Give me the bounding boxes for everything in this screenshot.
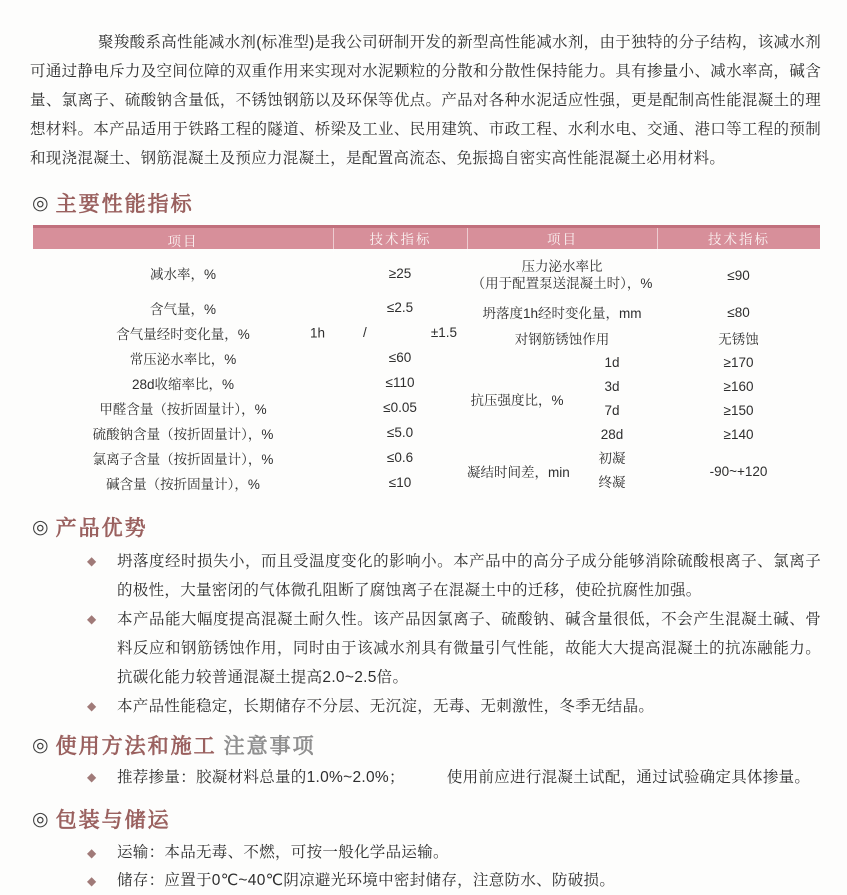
row-value: 无锈蚀 <box>718 332 759 347</box>
table-right-half <box>467 251 820 495</box>
row-label: 氯离子含量（按折固量计），% <box>92 451 274 467</box>
dosage-text: 推荐掺量：胶凝材料总量的1.0%~2.0%； <box>117 769 405 786</box>
section-title: 主要性能指标 <box>55 193 194 216</box>
list-item-text: 本产品能大幅度提高混凝土耐久性。该产品因氯离子、硫酸钠、碱含量很低，不会产生混凝土碱、骨料反应和钢筋锈蚀作用，同时由于该减水剂具有微量引气性能，故能大大提高混凝土的抗冻融能力。抗碳化能力较普通混凝土提高2.0~2.5倍。 <box>117 611 821 686</box>
section-heading-performance <box>32 188 821 218</box>
row-value: ≤90 <box>727 267 750 283</box>
section-title: 产品优势 <box>55 517 148 540</box>
table-body <box>33 249 820 495</box>
row-value: ≤0.05 <box>383 400 417 415</box>
diamond-bullet-icon: ◆ <box>87 612 97 626</box>
trial-note: 使用前应进行混凝土试配，通过试验确定具体掺量。 <box>446 769 811 786</box>
advantages-list <box>85 547 821 721</box>
row-label: 28d收缩率比，% <box>131 376 235 392</box>
age-values <box>657 351 820 447</box>
table-left-half <box>33 251 467 495</box>
row-value-text: ±1.5 <box>430 325 457 340</box>
diamond-bullet-icon: ◆ <box>87 770 97 784</box>
row-value: ≤0.6 <box>386 450 414 465</box>
row-label: 坍落度1h经时变化量，mm <box>482 306 642 321</box>
slash-placeholder: / <box>363 325 367 340</box>
section-title: 包装与储运 <box>55 809 171 832</box>
table-row <box>33 370 467 395</box>
table-row <box>467 299 820 325</box>
row-value: ≤110 <box>385 375 415 390</box>
table-row <box>33 470 467 495</box>
storage-text: 储存：应置于0℃~40℃阴凉避光环境中密封储存，注意防水、防破损。 <box>117 872 616 889</box>
list-item <box>85 867 821 895</box>
duration-sublabel: 1h <box>309 325 325 340</box>
row-label-text: 含气量经时变化量，% <box>116 326 250 342</box>
row-label: 硫酸钠含量（按折固量计），% <box>92 426 274 442</box>
table-row <box>467 251 820 299</box>
list-item <box>85 605 821 692</box>
dosage-text-wrap <box>117 763 821 792</box>
list-item-text: 坍落度经时损失小，而且受温度变化的影响小。本产品中的高分子成分能够消除硫酸根离子、氯离子的极性，大量密闭的气体微孔阻断了腐蚀离子在混凝土中的迁移，使砼抗腐性加强。 <box>117 553 821 599</box>
col-header-item: 项目 <box>167 234 199 249</box>
table-row <box>33 320 467 345</box>
table-row <box>467 325 820 351</box>
dosage-line <box>85 763 821 792</box>
table-row <box>33 445 467 470</box>
table-row <box>33 295 467 320</box>
section-title-main: 使用方法和施工 <box>55 735 217 758</box>
row-label: 含气量，% <box>149 301 216 317</box>
row-label: 对钢筋锈蚀作用 <box>514 332 610 347</box>
row-value: ≤5.0 <box>386 425 414 440</box>
performance-table <box>33 225 820 495</box>
row-value: ≤2.5 <box>386 300 414 315</box>
age-value: ≥170 <box>723 355 754 370</box>
section-heading-packaging <box>32 804 821 834</box>
setting-sublabels <box>567 447 657 495</box>
diamond-bullet-icon: ◆ <box>87 874 97 888</box>
row-label-line1: 压力泌水率比 <box>521 259 603 274</box>
list-item <box>85 692 821 721</box>
section-heading-usage <box>32 730 821 760</box>
age-label: 7d <box>604 403 620 418</box>
col-header-item: 项目 <box>467 228 657 252</box>
row-label: 常压泌水率比，% <box>129 351 237 367</box>
age-value: ≥140 <box>723 427 754 442</box>
setting-time-group <box>467 447 820 495</box>
transport-text: 运输：本品无毒、不燃，可按一般化学品运输。 <box>117 844 449 861</box>
final-set-label: 终凝 <box>598 475 626 490</box>
row-label: 减水率，% <box>149 267 216 282</box>
setting-value: -90~+120 <box>709 463 768 479</box>
table-row <box>33 420 467 445</box>
row-label: 甲醛含量（按折固量计），% <box>99 401 267 417</box>
table-row <box>33 345 467 370</box>
double-circle-icon: ◎ <box>32 734 49 756</box>
table-row <box>33 251 467 295</box>
usage-list <box>85 763 821 792</box>
list-item <box>85 839 821 867</box>
age-sublabels <box>567 351 657 447</box>
double-circle-icon: ◎ <box>32 192 49 214</box>
double-circle-icon: ◎ <box>32 808 49 830</box>
table-header-row <box>33 225 820 249</box>
row-value: ≤60 <box>388 350 412 365</box>
age-label: 1d <box>604 355 620 370</box>
row-value: ≥25 <box>388 265 412 281</box>
section-title-sub: 注意事项 <box>223 735 316 758</box>
initial-set-label: 初凝 <box>598 451 626 466</box>
age-value: ≥150 <box>723 403 754 418</box>
double-circle-icon: ◎ <box>32 516 49 538</box>
diamond-bullet-icon: ◆ <box>87 554 97 568</box>
group-label: 抗压强度比，% <box>470 393 564 408</box>
diamond-bullet-icon: ◆ <box>87 699 97 713</box>
strength-ratio-group <box>467 351 820 447</box>
group-label: 凝结时间差，min <box>467 465 570 480</box>
row-label <box>33 323 333 343</box>
row-label <box>467 258 657 292</box>
packaging-list <box>85 839 821 895</box>
age-label: 3d <box>604 379 620 394</box>
age-value: ≥160 <box>723 379 754 394</box>
row-label-line2: （用于配置泵送混凝土时），% <box>471 276 653 291</box>
list-item-text: 本产品性能稳定，长期储存不分层、无沉淀，无毒、无刺激性，冬季无结晶。 <box>117 698 655 715</box>
diamond-bullet-icon: ◆ <box>87 846 97 860</box>
age-label: 28d <box>600 427 624 442</box>
table-row <box>33 395 467 420</box>
row-value: ≤10 <box>388 475 412 490</box>
row-value: ≤80 <box>727 304 750 320</box>
list-item <box>85 547 821 605</box>
col-header-indicator: 技术指标 <box>333 228 467 252</box>
row-value <box>333 325 467 340</box>
row-label: 碱含量（按折固量计），% <box>106 476 260 492</box>
col-header-indicator: 技术指标 <box>657 228 820 252</box>
intro-paragraph: 聚羧酸系高性能减水剂(标准型)是我公司研制开发的新型高性能减水剂，由于独特的分子结构，该减水剂可通过静电斥力及空间位障的双重作用来实现对水泥颗粒的分散和分散性保持能力。具有掺量小、减水率高，碱含量、氯离子、硫酸钠含量低，不锈蚀钢筋以及环保等优点。产品对各种水泥适应性强，更是配制高性能混凝土的理想材料。本产品适用于铁路工程的隧道、桥梁及工业、民用建筑、市政工程、水利水电、交通、港口等工程的预制和现浇混凝土、钢筋混凝土及预应力混凝土，是配置高流态、免振捣自密实高性能混凝土必用材料。 <box>30 34 821 167</box>
section-heading-advantages <box>32 512 821 542</box>
